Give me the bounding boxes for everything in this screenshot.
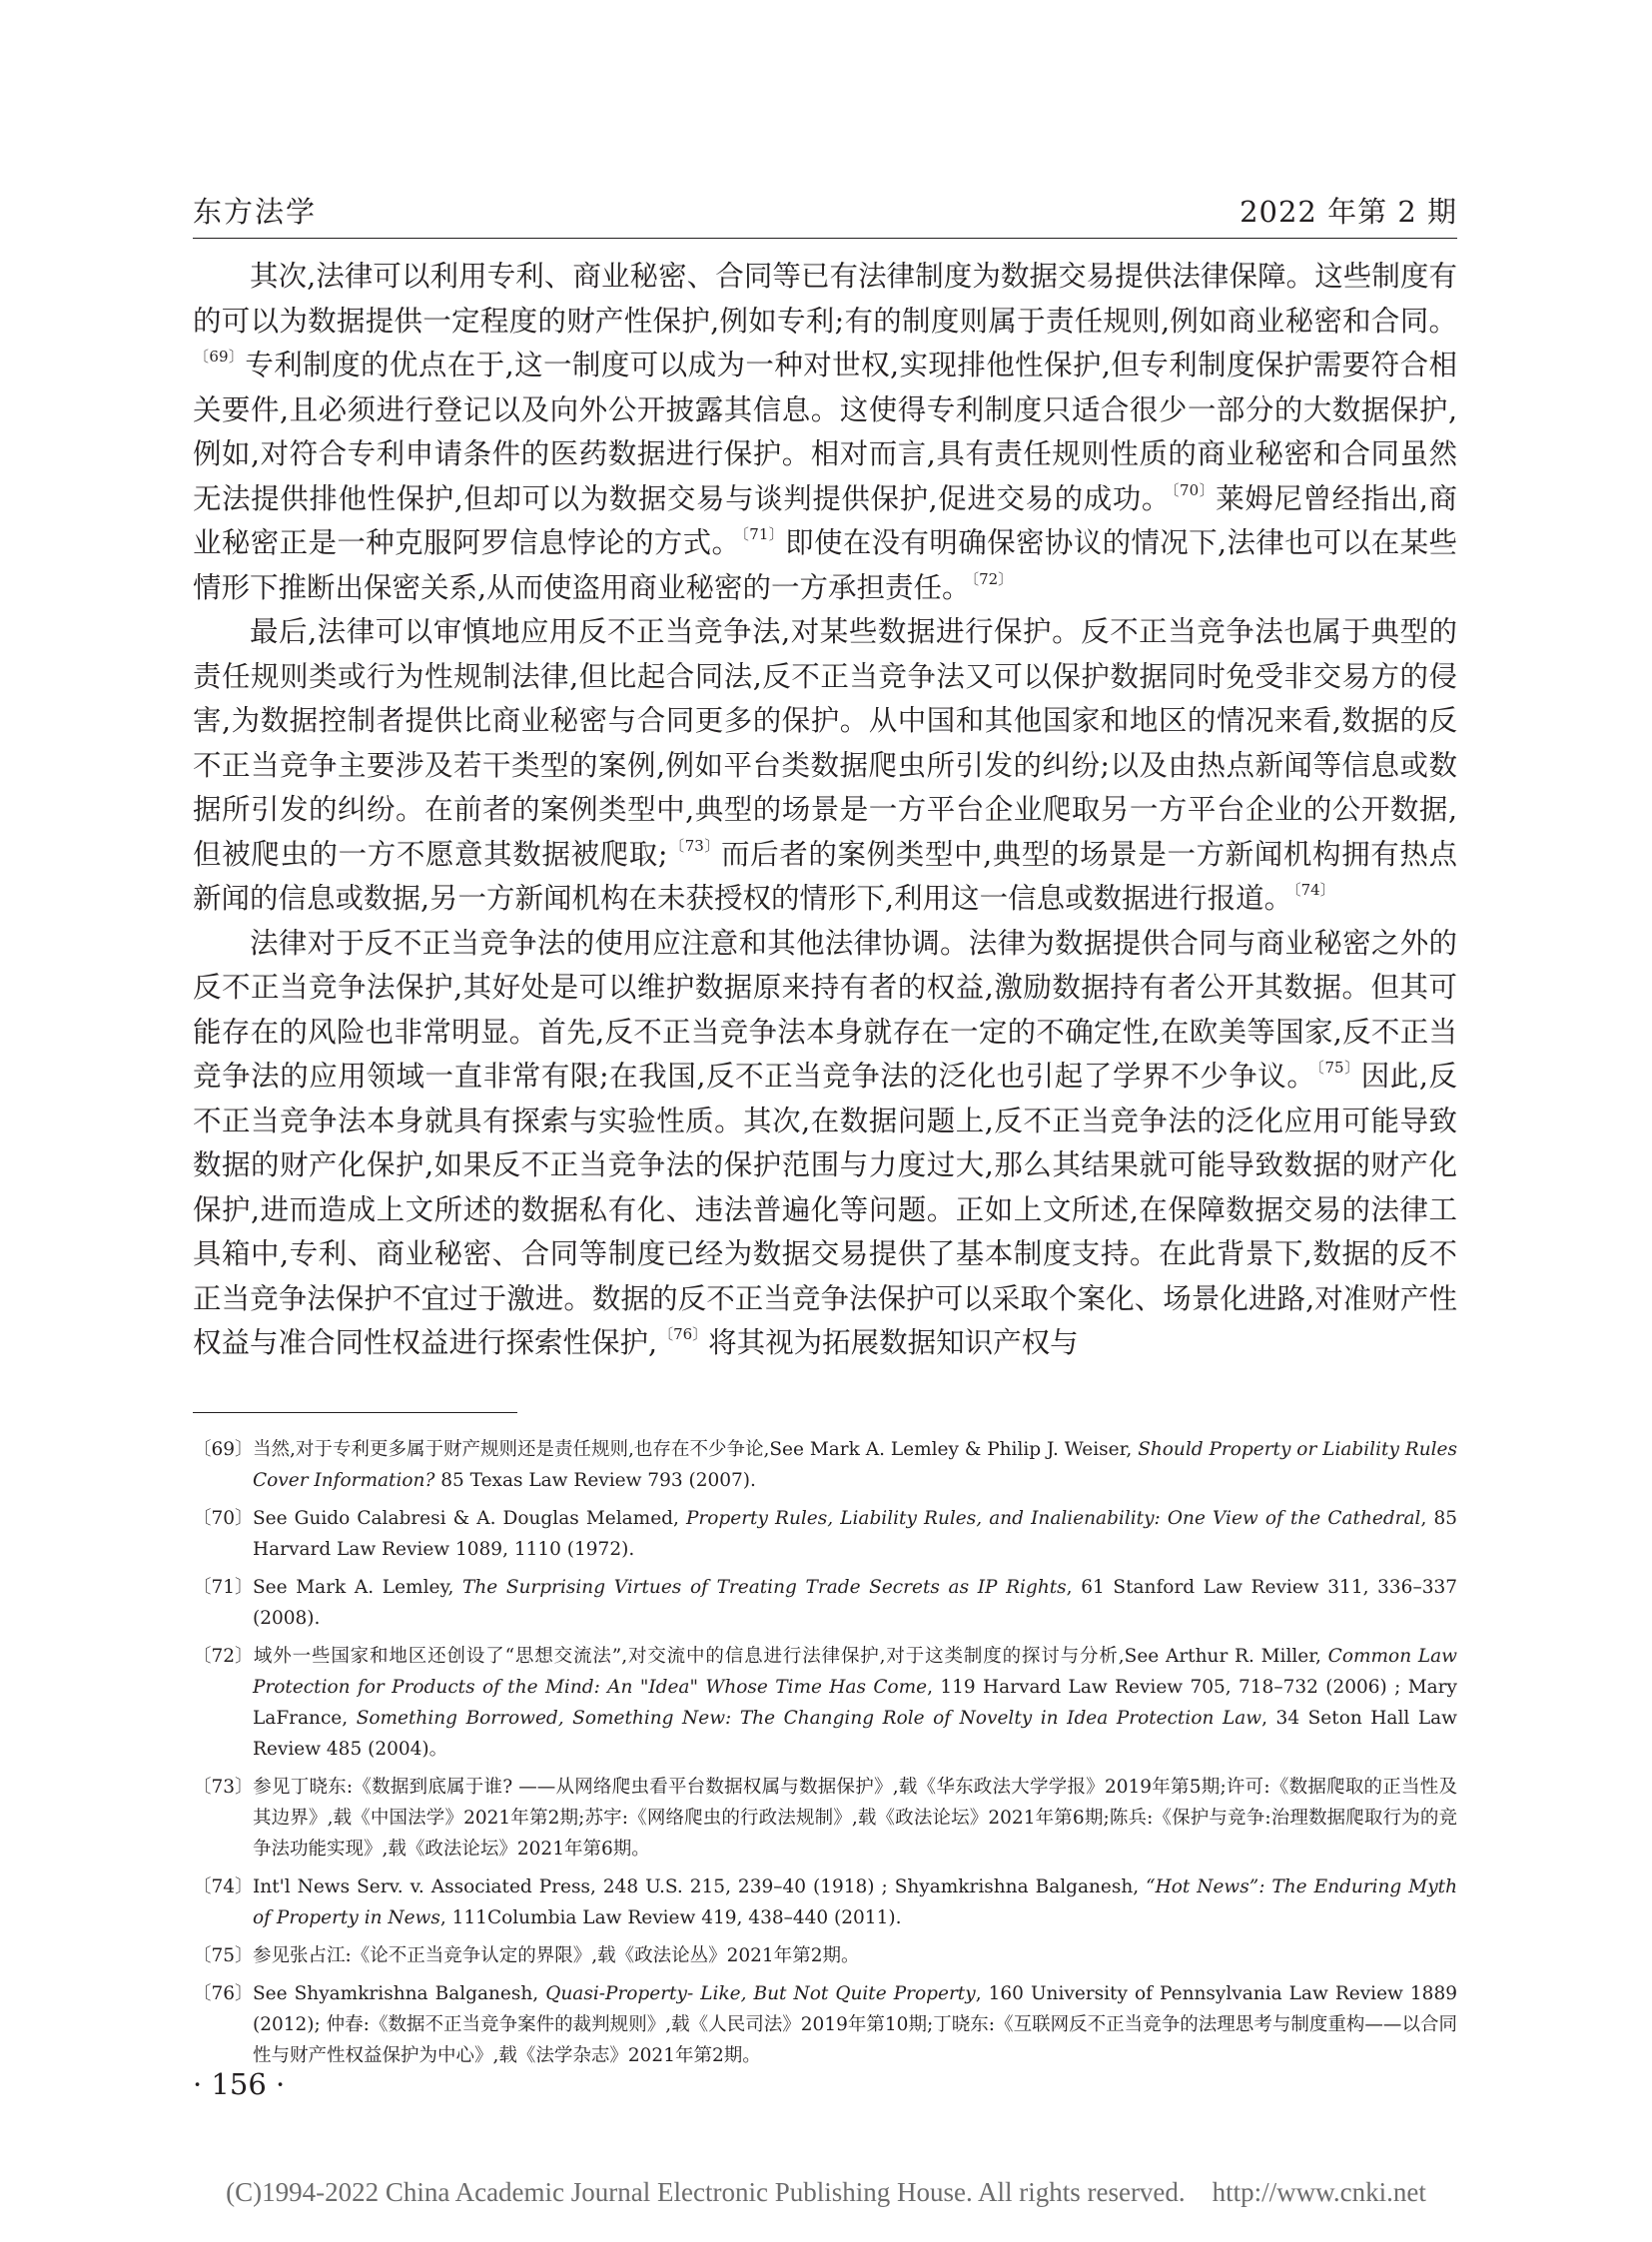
footnote-text: , 111Columbia Law Review 419, 438–440 (2011). bbox=[439, 1907, 902, 1928]
footnote-text: Int'l News Serv. v. Associated Press, 248 U.S. 215, 239–40 (1918) ; Shyamkrishna Balganesh, bbox=[253, 1876, 1147, 1897]
cited-title: “Hot News”: The Enduring Myth of Property in News bbox=[253, 1876, 1457, 1928]
journal-name: 东方法学 bbox=[193, 195, 318, 229]
cited-title: Common Law Protection for Products of the Mind: An "Idea" Whose Time Has Come bbox=[253, 1646, 1457, 1698]
footnote-number: 〔75〕 bbox=[193, 1945, 254, 1966]
footnote bbox=[193, 1641, 1457, 1765]
footnote-number: 〔74〕 bbox=[193, 1876, 254, 1897]
body-text bbox=[193, 255, 1457, 1366]
footnote bbox=[193, 1434, 1457, 1496]
text-run: 专利制度的优点在于,这一制度可以成为一种对世权,实现排他性保护,但专利制度保护需要符合相关要件,且必须进行登记以及向外公开披露其信息。这使得专利制度只适合很少一部分的大数据保护,例如,对符合专利申请条件的医药数据进行保护。相对而言,具有责任规则性质的商业秘密和合同虽然无法提供排他性保护,但却可以为数据交易与谈判提供保护,促进交易的成功。 bbox=[193, 349, 1457, 515]
cited-title: Quasi-Property- Like, But Not Quite Property bbox=[545, 1983, 976, 2004]
text-run: 法律对于反不正当竞争法的使用应注意和其他法律协调。法律为数据提供合同与商业秘密之外的反不正当竞争法保护,其好处是可以维护数据原来持有者的权益,激励数据持有者公开其数据。但其可能存在的风险也非常明显。首先,反不正当竞争法本身就存在一定的不确定性,在欧美等国家,反不正当竞争法的应用领域一直非常有限;在我国,反不正当竞争法的泛化也引起了学界不少争议。 bbox=[193, 926, 1457, 1093]
running-header bbox=[193, 188, 1457, 239]
cited-title: Property Rules, Liability Rules, and Inalienability: One View of the Cathedral bbox=[685, 1508, 1421, 1529]
footnote bbox=[193, 1871, 1457, 1933]
footnote-text: , 61 Stanford Law Review 311, 336–337 (2008). bbox=[253, 1577, 1458, 1629]
footnote-number: 〔76〕 bbox=[193, 1983, 254, 2004]
footnote-text: See Guido Calabresi & A. Douglas Melamed, bbox=[253, 1508, 686, 1529]
footnote-text: , 119 Harvard Law Review 705, 718–732 (2006) ; Mary LaFrance, bbox=[253, 1677, 1457, 1729]
footnote-divider bbox=[193, 1412, 517, 1413]
footnote bbox=[193, 1978, 1457, 2071]
footnote-text: , 85 Harvard Law Review 1089, 1110 (1972). bbox=[253, 1508, 1457, 1560]
text-run: 其次,法律可以利用专利、商业秘密、合同等已有法律制度为数据交易提供法律保障。这些制度有的可以为数据提供一定程度的财产性保护,例如专利;有的制度则属于责任规则,例如商业秘密和合同。 bbox=[193, 260, 1457, 338]
text-run: 莱姆尼曾经指出,商业秘密正是一种克服阿罗信息悖论的方式。 bbox=[193, 481, 1458, 559]
footnote bbox=[193, 1940, 1457, 1971]
footnote bbox=[193, 1503, 1457, 1565]
text-run: 而后者的案例类型中,典型的场景是一方新闻机构拥有热点新闻的信息或数据,另一方新闻机构在未获授权的情形下,利用这一信息或数据进行报道。 bbox=[193, 837, 1458, 915]
paragraph bbox=[193, 922, 1457, 1366]
cited-title: Something Borrowed, Something New: The Changing Role of Novelty in Idea Protection Law bbox=[356, 1708, 1262, 1729]
text-run: 即使在没有明确保密协议的情况下,法律也可以在某些情形下推断出保密关系,从而使盗用商业秘密的一方承担责任。 bbox=[193, 526, 1458, 604]
footnote-ref: 〔71〕 bbox=[741, 525, 785, 544]
footnotes bbox=[193, 1434, 1457, 2078]
text-run: 将其视为拓展数据知识产权与 bbox=[708, 1326, 1079, 1359]
footnote-text: 当然,对于专利更多属于财产规则还是责任规则,也存在不少争论,See Mark A. Lemley & Philip J. Weiser, bbox=[253, 1439, 1139, 1460]
footnote-text: See Mark A. Lemley, bbox=[253, 1577, 462, 1598]
page-number: · 156 · bbox=[193, 2067, 286, 2101]
footnote-number: 〔73〕 bbox=[193, 1777, 254, 1798]
paragraph bbox=[193, 610, 1457, 922]
footnote bbox=[193, 1772, 1457, 1865]
footnote-ref: 〔76〕 bbox=[658, 1325, 708, 1344]
footnote-ref: 〔72〕 bbox=[971, 569, 1014, 588]
footnote bbox=[193, 1572, 1457, 1634]
footnote-ref: 〔70〕 bbox=[1171, 480, 1216, 499]
footnote-number: 〔71〕 bbox=[193, 1577, 254, 1598]
footnote-text: 85 Texas Law Review 793 (2007). bbox=[434, 1470, 756, 1491]
footnote-ref: 〔73〕 bbox=[668, 836, 721, 855]
footnote-number: 〔72〕 bbox=[193, 1646, 254, 1667]
footnote-ref: 〔75〕 bbox=[1316, 1059, 1360, 1078]
footnote-number: 〔70〕 bbox=[193, 1508, 254, 1529]
text-run: 因此,反不正当竞争法本身就具有探索与实验性质。其次,在数据问题上,反不正当竞争法的泛化应用可能导致数据的财产化保护,如果反不正当竞争法的保护范围与力度过大,那么其结果就可能导致数据的财产化保护,进而造成上文所述的数据私有化、违法普遍化等问题。正如上文所述,在保障数据交易的法律工具箱中,专利、商业秘密、合同等制度已经为数据交易提供了基本制度支持。在此背景下,数据的反不正当竞争法保护不宜过于激进。数据的反不正当竞争法保护可以采取个案化、场景化进路,对准财产性权益与准合同性权益进行探索性保护, bbox=[193, 1060, 1457, 1359]
footnote-text: See Shyamkrishna Balganesh, bbox=[253, 1983, 546, 2004]
footnote-text: , 160 University of Pennsylvania Law Review 1889 (2012); 仲春:《数据不正当竞争案件的裁判规则》,载《人民司法》2019年第10期;丁晓东:《互联网反不正当竞争的法理思考与制度重构——以合同性与财产性权益保护为中心》,载《法学杂志》2021年第2期。 bbox=[253, 1983, 1457, 2066]
footnote-text: , 34 Seton Hall Law Review 485 (2004)。 bbox=[253, 1708, 1457, 1760]
footnote-text: 参见张占江:《论不正当竞争认定的界限》,载《政法论丛》2021年第2期。 bbox=[253, 1945, 860, 1966]
paragraph bbox=[193, 255, 1457, 610]
footnote-ref: 〔74〕 bbox=[1293, 881, 1335, 900]
cited-title: The Surprising Virtues of Treating Trade Secrets as IP Rights bbox=[461, 1577, 1067, 1598]
footnote-text: 参见丁晓东:《数据到底属于谁? ——从网络爬虫看平台数据权属与数据保护》,载《华东政法大学学报》2019年第5期;许可:《数据爬取的正当性及其边界》,载《中国法学》2021年第2期;苏宇:《网络爬虫的行政法规制》,载《政法论坛》2021年第6期;陈兵:《保护与竞争:治理数据爬取行为的竞争法功能实现》,载《政法论坛》2021年第6期。 bbox=[253, 1777, 1457, 1860]
cited-title: Should Property or Liability Rules Cover Information? bbox=[253, 1439, 1457, 1491]
copyright-notice: (C)1994-2022 China Academic Journal Electronic Publishing House. All rights reserved. http://www.cnki.net bbox=[226, 2177, 1426, 2207]
footnote-text: 域外一些国家和地区还创设了“思想交流法”,对交流中的信息进行法律保护,对于这类制度的探讨与分析,See Arthur R. Miller, bbox=[253, 1646, 1328, 1667]
footnote-number: 〔69〕 bbox=[193, 1439, 254, 1460]
issue-number: 2022 年第 2 期 bbox=[1239, 195, 1457, 229]
footnote-ref: 〔69〕 bbox=[194, 348, 245, 367]
text-run: 最后,法律可以审慎地应用反不正当竞争法,对某些数据进行保护。反不正当竞争法也属于典型的责任规则类或行为性规制法律,但比起合同法,反不正当竞争法又可以保护数据同时免受非交易方的侵害,为数据控制者提供比商业秘密与合同更多的保护。从中国和其他国家和地区的情况来看,数据的反不正当竞争主要涉及若干类型的案例,例如平台类数据爬虫所引发的纠纷;以及由热点新闻等信息或数据所引发的纠纷。在前者的案例类型中,典型的场景是一方平台企业爬取另一方平台企业的公开数据,但被爬虫的一方不愿意其数据被爬取; bbox=[193, 615, 1457, 871]
